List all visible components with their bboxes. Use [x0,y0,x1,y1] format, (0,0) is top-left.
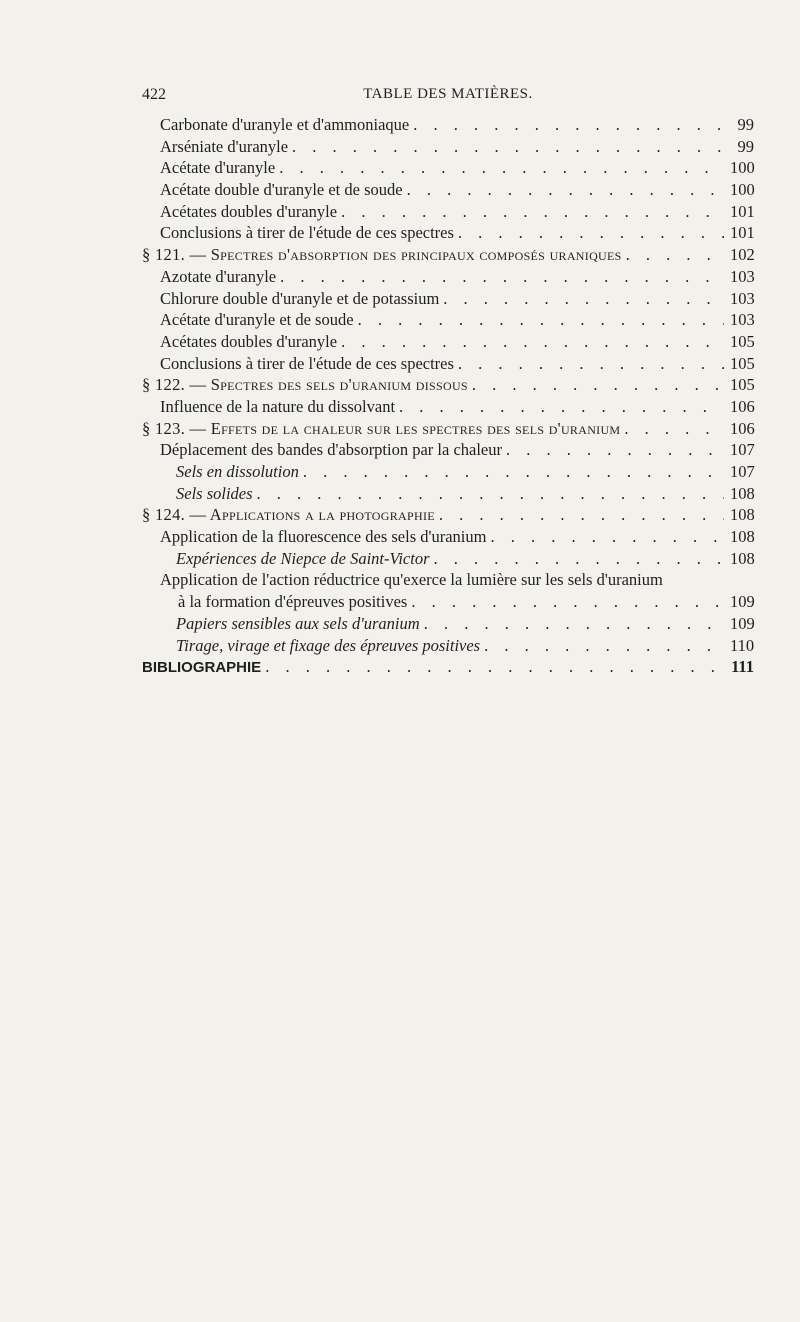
toc-entry [142,180,754,202]
toc-entry-text: Chlorure double d'uranyle et de potassium [160,288,440,308]
toc-entry-text: Papiers sensibles aux sels d'uranium [176,613,420,633]
dot-leader [280,267,724,287]
toc-entry [142,267,754,289]
toc-entry-text: Tirage, virage et fixage des épreuves positives [176,635,481,655]
toc-entry-text: Carbonate d'uranyle et d'ammoniaque [160,115,410,134]
toc-entry-text: Conclusions à tirer de l'étude de ces spectres [160,353,454,373]
dot-leader [341,332,724,352]
toc-entry [142,223,754,245]
toc-entry [142,115,754,137]
toc-entry [142,419,754,441]
toc-entry [142,549,754,571]
toc-entry-page: 105 [730,353,755,373]
toc-entry-page: 108 [730,505,755,525]
toc-entry [142,137,754,159]
toc-entry [142,527,754,549]
dot-leader [411,592,724,612]
running-title: TABLE DES MATIÈRES. [363,86,533,102]
dot-leader [407,180,724,200]
toc-entry-page: 103 [730,266,755,286]
toc-entry [142,636,754,658]
toc-entry-page: 109 [730,592,755,612]
dot-leader [484,636,724,656]
toc-entry-page: 103 [730,310,755,330]
dot-leader [292,137,724,157]
dot-leader [265,657,724,677]
toc-entry-page: 108 [730,548,755,568]
toc-entry [142,397,754,419]
toc-entry [142,375,754,397]
toc-entry-page: 108 [730,483,755,503]
dot-leader [439,505,724,525]
toc-entry-page: 108 [730,527,755,547]
toc-entry [142,570,754,613]
toc-entry-text: § 123. — Effets de la chaleur sur les spectres des sels d'uranium [142,418,621,438]
toc-entry-page: 100 [730,180,755,200]
toc-entry-page: 110 [730,635,755,655]
dot-leader [472,375,724,395]
toc-entry-text: § 122. — Spectres des sels d'uranium dissous [142,375,468,395]
toc-entry-text: Acétate double d'uranyle et de soude [160,180,403,200]
toc-entry-text: Arséniate d'uranyle [160,136,289,156]
dot-leader [399,397,724,417]
toc-entry-page: 99 [737,115,754,134]
toc-entry-text: Déplacement des bandes d'absorption par la chaleur [160,440,503,460]
toc-entry [142,462,754,484]
toc-entry [142,245,754,267]
toc-entry-text: Application de l'action réductrice qu'exerce la lumière sur les sels d'uranium [160,570,663,590]
dot-leader [303,462,724,482]
toc-entry-text: Expériences de Niepce de Saint-Victor [176,548,430,568]
dot-leader [458,223,724,243]
toc-entry-text: § 124. — Applications a la photographie [142,505,435,525]
dot-leader [279,158,724,178]
toc-entry-page: 106 [730,396,755,416]
toc-entry-page: 107 [730,462,755,481]
toc-entry-text: Sels solides [176,483,253,503]
toc-entry-text: Azotate d'uranyle [160,266,277,286]
dot-leader [257,484,724,504]
dot-leader [490,527,724,547]
dot-leader [626,245,724,265]
toc-entry-page: 103 [730,288,755,308]
toc-entry [142,657,754,679]
toc-entry [142,310,754,332]
table-of-contents [142,115,754,679]
toc-entry-continuation [160,592,754,614]
toc-entry-page: 105 [730,331,755,351]
toc-entry [142,202,754,224]
dot-leader [624,419,724,439]
toc-entry [142,440,754,462]
toc-entry [142,158,754,180]
toc-entry [142,354,754,376]
toc-entry-text: Application de la fluorescence des sels d'uranium [160,527,487,547]
toc-entry-text: BIBLIOGRAPHIE [142,659,262,677]
toc-entry-text: § 121. — Spectres d'absorption des principaux composés uraniques [142,245,622,265]
dot-leader [506,440,724,460]
toc-entry [142,505,754,527]
dot-leader [443,289,724,309]
toc-entry-text: Conclusions à tirer de l'étude de ces spectres [160,223,454,243]
toc-entry-text: Acétate d'uranyle et de soude [160,310,354,330]
toc-entry [142,332,754,354]
toc-entry-text: Sels en dissolution [176,462,299,481]
toc-entry-text: Acétates doubles d'uranyle [160,201,338,221]
toc-entry-text: Acétate d'uranyle [160,158,276,178]
toc-entry-page: 102 [730,245,755,265]
toc-entry-text: Influence de la nature du dissolvant [160,396,396,416]
toc-entry [142,484,754,506]
dot-leader [424,614,724,634]
dot-leader [413,115,724,135]
page-number: 422 [142,86,166,103]
toc-entry-page: 101 [730,201,755,221]
toc-entry-page: 100 [730,158,755,178]
toc-entry [142,614,754,636]
toc-entry-text: Acétates doubles d'uranyle [160,331,338,351]
page-header [142,86,754,110]
dot-leader [458,354,724,374]
toc-entry [142,289,754,311]
toc-entry-page: 111 [731,657,754,677]
dot-leader [358,310,724,330]
toc-entry-page: 106 [730,418,755,438]
dot-leader [434,549,724,569]
toc-entry-text-continued: à la formation d'épreuves positives [178,592,408,612]
toc-entry-page: 107 [730,440,755,460]
toc-entry-page: 109 [730,613,755,633]
toc-entry-page: 101 [730,223,755,243]
toc-entry-page: 105 [730,375,755,395]
dot-leader [341,202,724,222]
toc-entry-page: 99 [737,136,754,156]
